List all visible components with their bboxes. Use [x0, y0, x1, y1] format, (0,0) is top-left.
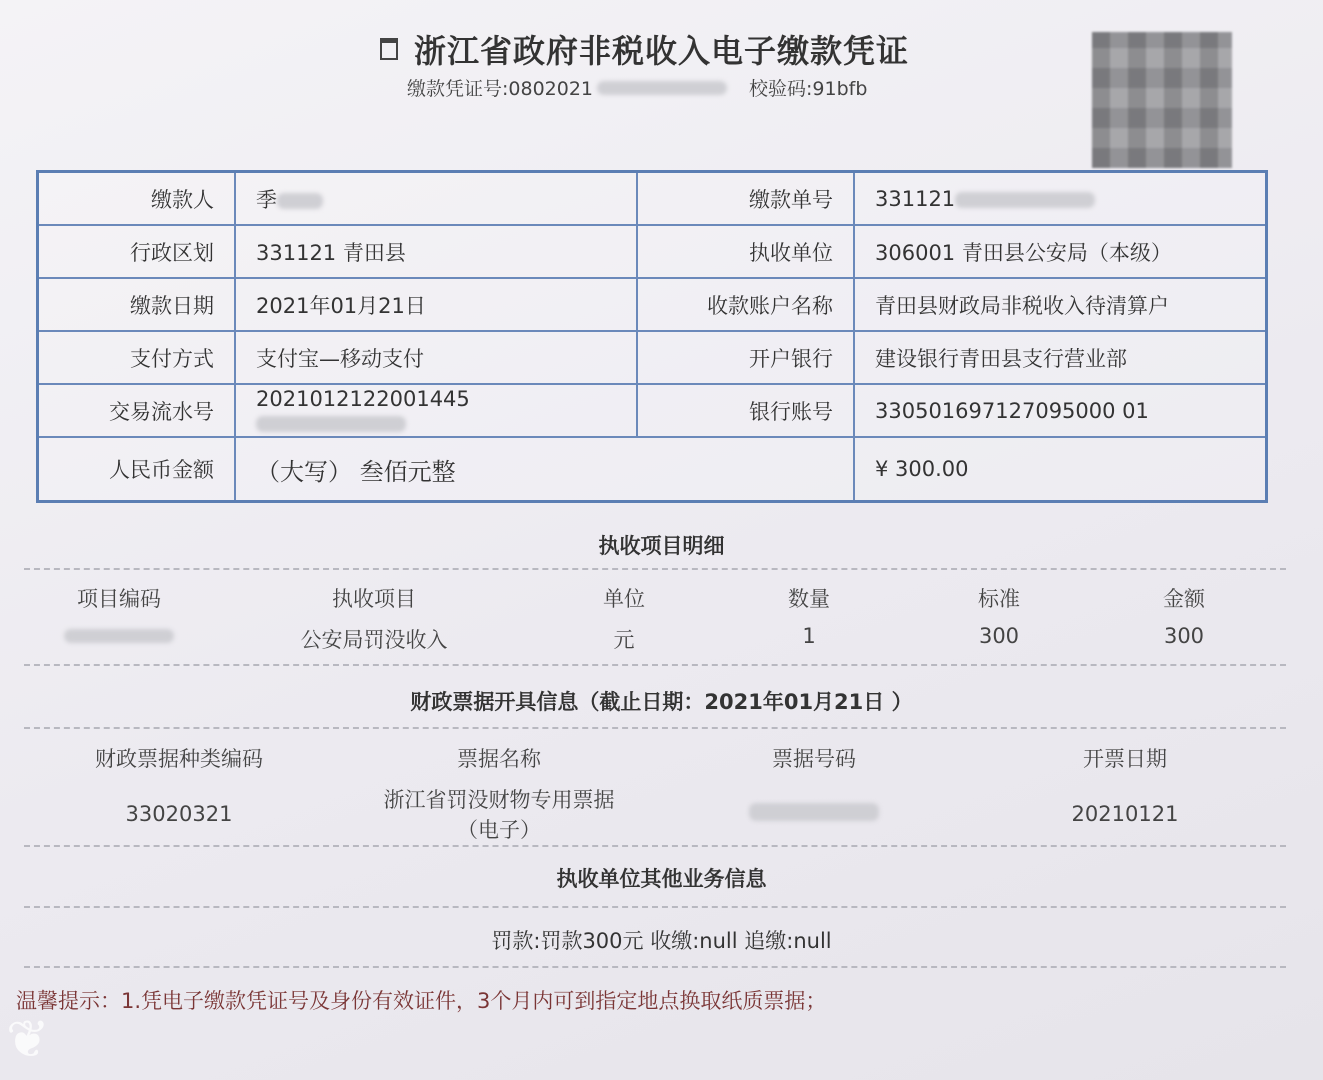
divider [24, 568, 1286, 570]
account-name-value: 青田县财政局非税收入待清算户 [854, 278, 1267, 331]
redacted-payer [277, 193, 323, 209]
items-header-row [24, 583, 1286, 613]
payment-order-number: 331121 [875, 186, 956, 211]
region-value: 331121 青田县 [235, 225, 637, 278]
receipt-number-cell [664, 802, 964, 826]
col-unit: 单位 [603, 587, 645, 611]
bank-value: 建设银行青田县支行营业部 [854, 331, 1267, 384]
region-label: 行政区划 [38, 225, 236, 278]
col-item-name: 执收项目 [332, 587, 416, 611]
redacted-item-code [64, 629, 174, 643]
table-row [38, 384, 1267, 437]
table-row [38, 331, 1267, 384]
qr-code-redacted [1092, 32, 1232, 168]
account-name-label: 收款账户名称 [637, 278, 854, 331]
voucher-info [407, 74, 867, 101]
payer-name: 季 [256, 187, 277, 212]
col-item-code: 项目编码 [77, 587, 161, 611]
wheat-leaf-icon: ❦ [6, 1010, 50, 1070]
col-standard: 标准 [978, 587, 1020, 611]
transaction-number: 2021012122001445 [256, 386, 470, 411]
amount-cell: 300 [1163, 624, 1205, 648]
redacted-order [955, 192, 1095, 208]
table-row [38, 437, 1267, 502]
receipt-data-row [24, 786, 1286, 842]
payer-value [235, 172, 637, 226]
item-code-cell [24, 624, 214, 654]
divider [24, 727, 1286, 729]
payment-method-value: 支付宝—移动支付 [235, 331, 637, 384]
collector-label: 执收单位 [637, 225, 854, 278]
other-info-text: 罚款:罚款300元 收缴:null 追缴:null [491, 929, 832, 953]
col-amount: 金额 [1163, 587, 1205, 611]
payment-info-table [36, 170, 1268, 503]
document-icon [380, 38, 398, 60]
payment-order-label: 缴款单号 [637, 172, 854, 226]
col-receipt-name: 票据名称 [457, 747, 541, 771]
transaction-value [235, 384, 637, 437]
amount-number [854, 437, 1267, 502]
divider [24, 906, 1286, 908]
redacted-receipt-number [749, 803, 879, 821]
notice-text: 温馨提示：1.凭电子缴款凭证号及身份有效证件，3个月内可到指定地点换取纸质票据； [16, 989, 827, 1013]
quantity-cell: 1 [802, 624, 816, 648]
collector-value: 306001 青田县公安局（本级） [854, 225, 1267, 278]
col-receipt-number: 票据号码 [772, 747, 856, 771]
item-name-cell: 公安局罚没收入 [300, 628, 448, 652]
redacted-voucher-digits [597, 81, 727, 95]
voucher-number: 缴款凭证号:0802021 [407, 78, 594, 100]
table-row [38, 225, 1267, 278]
receipt-header-row [24, 743, 1286, 773]
divider [24, 664, 1286, 666]
col-receipt-type: 财政票据种类编码 [95, 747, 263, 771]
receipt-type-cell: 33020321 [125, 802, 233, 826]
table-row [38, 278, 1267, 331]
page-title: 浙江省政府非税收入电子缴款凭证 [414, 32, 910, 70]
items-section-title: 执收项目明细 [598, 534, 725, 558]
unit-cell: 元 [613, 628, 635, 652]
items-data-row [24, 624, 1286, 654]
bank-account-value: 330501697127095000 01 [854, 384, 1267, 437]
check-code: 校验码:91bfb [749, 78, 868, 100]
issue-date-cell: 20210121 [1071, 802, 1179, 826]
divider [24, 966, 1286, 968]
amount-value: ¥ 300.00 [875, 457, 969, 481]
payment-date-value: 2021年01月21日 [235, 278, 637, 331]
divider [24, 845, 1286, 847]
other-section-title: 执收单位其他业务信息 [556, 867, 767, 891]
payment-date-label: 缴款日期 [38, 278, 236, 331]
col-issue-date: 开票日期 [1083, 747, 1167, 771]
payment-method-label: 支付方式 [38, 331, 236, 384]
standard-cell: 300 [978, 624, 1020, 648]
receipt-name-cell: 浙江省罚没财物专用票据（电子） [383, 788, 615, 842]
col-quantity: 数量 [788, 587, 830, 611]
payer-label: 缴款人 [38, 172, 236, 226]
bank-label: 开户银行 [637, 331, 854, 384]
bank-account-label: 银行账号 [637, 384, 854, 437]
title-row [380, 26, 909, 72]
redacted-transaction [256, 416, 406, 432]
payment-order-value [854, 172, 1267, 226]
amount-words: （大写） 叁佰元整 [235, 437, 854, 502]
table-row [38, 172, 1267, 226]
amount-label: 人民币金额 [38, 437, 236, 502]
transaction-label: 交易流水号 [38, 384, 236, 437]
receipt-section-title: 财政票据开具信息（截止日期：2021年01月21日 ） [410, 690, 913, 714]
